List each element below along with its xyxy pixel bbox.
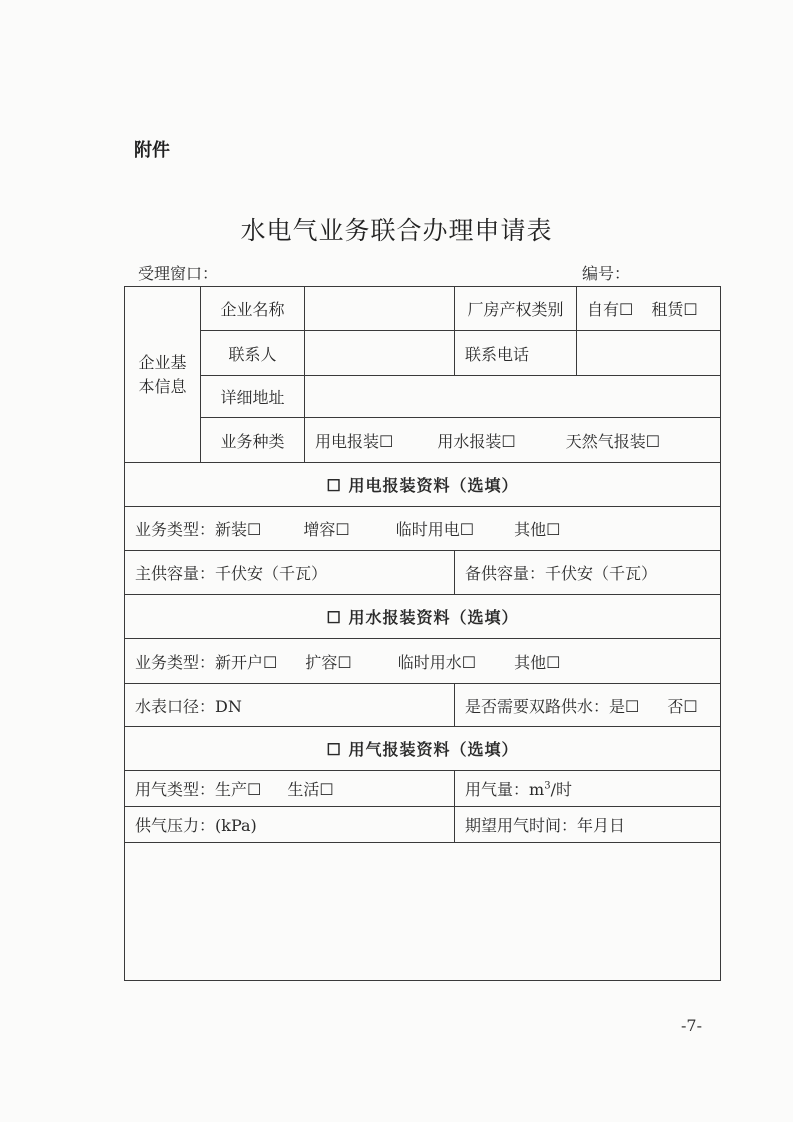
power-type-cell [125, 507, 721, 551]
address-field[interactable] [305, 376, 721, 418]
acceptance-window-label: 受理窗口： [138, 264, 219, 283]
water-install-checkbox[interactable]: 用水报装☐ [437, 431, 516, 451]
power-new-checkbox[interactable]: 新装☐ [215, 520, 262, 539]
gas-volume-suffix: /时 [550, 780, 572, 799]
gas-section-row [125, 727, 721, 771]
company-name-field[interactable] [305, 287, 455, 331]
gas-domestic-checkbox[interactable]: 生活☐ [287, 780, 334, 799]
lease-checkbox[interactable]: 租赁☐ [651, 300, 698, 319]
dual-supply-cell [455, 684, 721, 727]
address-label: 详细地址 [201, 376, 305, 418]
business-type-row [125, 418, 721, 463]
power-type-label: 业务类型： [135, 520, 216, 539]
power-capacity-row [125, 551, 721, 595]
power-type-row [125, 507, 721, 551]
water-other-checkbox[interactable]: 其他☐ [514, 652, 561, 672]
basic-info-header: 企业基本信息 [125, 287, 201, 463]
gas-volume-prefix: 用气量：m [465, 780, 545, 799]
power-temporary-checkbox[interactable]: 临时用电☐ [395, 520, 475, 539]
business-type-label: 业务种类 [201, 418, 305, 463]
blank-area-row [125, 843, 721, 981]
company-name-row [125, 287, 721, 331]
blank-area[interactable] [125, 843, 721, 981]
backup-capacity-field[interactable]: 备供容量：千伏安（千瓦） [455, 551, 721, 595]
power-section-row [125, 463, 721, 507]
water-section-heading[interactable]: ☐ 用水报装资料（选填） [125, 595, 721, 639]
gas-volume-unit-superscript: 3 [544, 780, 551, 792]
main-capacity-field[interactable]: 主供容量：千伏安（千瓦） [125, 551, 455, 595]
water-type-cell [125, 639, 721, 684]
attachment-label: 附件 [134, 140, 170, 161]
phone-field[interactable] [577, 331, 721, 376]
gas-type-label: 用气类型： [135, 780, 216, 799]
property-type-options [577, 287, 721, 331]
water-temporary-checkbox[interactable]: 临时用水☐ [397, 652, 477, 672]
address-row [125, 376, 721, 418]
water-new-account-checkbox[interactable]: 新开户☐ [215, 652, 278, 672]
water-meter-row [125, 684, 721, 727]
application-form-table [124, 286, 721, 981]
form-title: 水电气业务联合办理申请表 [240, 216, 553, 245]
power-install-checkbox[interactable]: 用电报装☐ [315, 431, 394, 451]
water-expand-checkbox[interactable]: 扩容☐ [305, 652, 352, 672]
gas-install-checkbox[interactable]: 天然气报装☐ [565, 431, 661, 451]
gas-pressure-row [125, 807, 721, 843]
contact-field[interactable] [305, 331, 455, 376]
water-type-label: 业务类型： [135, 652, 216, 672]
serial-number-label: 编号： [582, 264, 631, 283]
contact-label: 联系人 [201, 331, 305, 376]
gas-production-checkbox[interactable]: 生产☐ [215, 780, 262, 799]
property-type-label: 厂房产权类别 [455, 287, 577, 331]
company-name-label: 企业名称 [201, 287, 305, 331]
business-type-options [305, 418, 721, 463]
page-number: -7- [681, 1016, 702, 1035]
own-checkbox[interactable]: 自有☐ [587, 300, 634, 319]
gas-type-cell [125, 771, 455, 807]
dual-supply-yes-checkbox[interactable]: 是否需要双路供水：是☐ [465, 696, 640, 716]
contact-row [125, 331, 721, 376]
dual-supply-no-checkbox[interactable]: 否☐ [667, 696, 698, 716]
gas-volume-field[interactable] [455, 771, 721, 807]
gas-pressure-field[interactable]: 供气压力：(kPa) [125, 807, 455, 843]
water-section-row [125, 595, 721, 639]
power-section-heading[interactable]: ☐ 用电报装资料（选填） [125, 463, 721, 507]
power-other-checkbox[interactable]: 其他☐ [514, 520, 561, 539]
gas-section-heading[interactable]: ☐ 用气报装资料（选填） [125, 727, 721, 771]
gas-type-row [125, 771, 721, 807]
meter-caliber-field[interactable]: 水表口径：DN [125, 684, 455, 727]
water-type-row [125, 639, 721, 684]
expected-gas-date-field[interactable]: 期望用气时间：年月日 [455, 807, 721, 843]
phone-label: 联系电话 [455, 331, 577, 376]
power-expand-checkbox[interactable]: 增容☐ [303, 520, 350, 539]
